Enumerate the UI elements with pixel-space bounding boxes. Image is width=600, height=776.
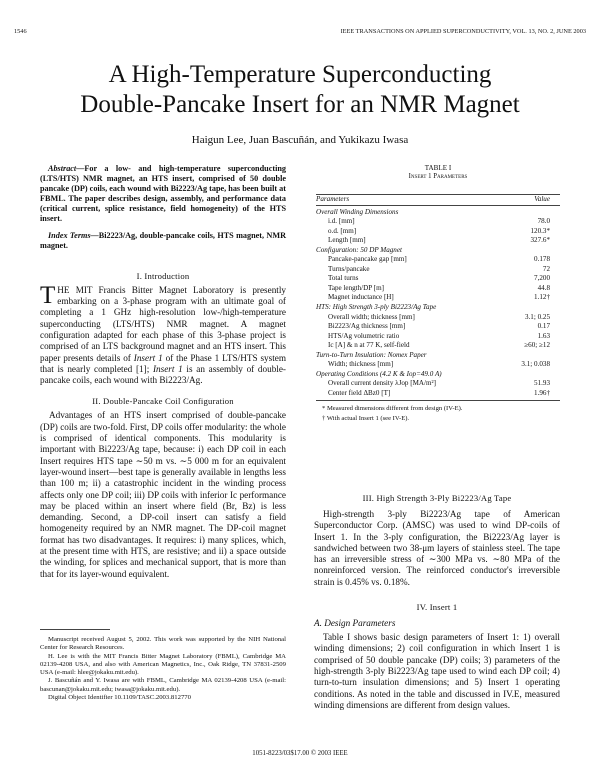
section-4-body: Table I shows basic design parameters of Insert 1: 1) overall winding dimensions; 2) coil configuration in which Insert 1 is comprised of 50 double pancake (DP) coils; 3) parameters of the high-strength 3-ply Bi2223/Ag tape used to wind each DP coil; 4) turn-to-turn insulation dimensions; and 5) Insert 1 operating conditions. As noted in the table and discussed in IV.E, measured winding dimensions are different from design values.	[314, 632, 560, 710]
footnote-authors-bascunan-iwasa: J. Bascuñán and Y. Iwasa are with FBML, Cambridge MA 02139-4208 USA (e-mail: bascunan@jokaku.mit.edu; iwasa@jokaku.mit.edu).	[40, 677, 286, 693]
abstract-label: Abstract—	[48, 164, 85, 173]
value-cell: 3.1; 0.038	[521, 360, 550, 369]
table-label: TABLE I	[424, 164, 452, 172]
table-caption: Insert 1 Parameters	[408, 173, 468, 180]
table-row	[316, 293, 560, 303]
value-cell: 51.93	[534, 379, 550, 388]
dropcap: T	[40, 281, 56, 309]
table-group-row	[316, 208, 560, 218]
parameter-cell: Center field ΔBz0 [T]	[328, 388, 391, 397]
table-row	[316, 322, 560, 332]
insert-ref-2: Insert 1	[152, 363, 183, 374]
table-row	[316, 284, 560, 294]
table-1	[316, 164, 560, 424]
value-cell: 7,200	[534, 274, 550, 283]
table-row	[316, 332, 560, 342]
header-parameters: Parameters	[316, 195, 350, 203]
value-cell: 0.17	[537, 322, 550, 331]
value-cell: 3.1; 0.25	[524, 312, 550, 321]
footnote-received: Manuscript received August 5, 2002. This work was supported by the NIH National Center for Research Resources.	[40, 636, 286, 652]
subsection-a-heading: A. Design Parameters	[314, 618, 396, 629]
abstract	[40, 164, 286, 225]
index-terms	[40, 231, 286, 251]
parameter-cell: i.d. [mm]	[328, 217, 355, 226]
section-1-body	[40, 281, 286, 387]
value-cell: ≥60; ≥12	[524, 341, 550, 350]
insert-ref: Insert 1	[133, 352, 163, 363]
section-1-lead: HE MIT Francis Bitter Magnet Laboratory is presently	[57, 284, 286, 295]
parameter-cell: Pancake-pancake gap [mm]	[328, 255, 407, 264]
table-row	[316, 379, 560, 389]
table-group-row	[316, 246, 560, 256]
page-number: 1546	[14, 28, 27, 35]
table-group-row	[316, 370, 560, 380]
parameter-cell: Magnet inductance [H]	[328, 293, 394, 302]
table-row	[316, 313, 560, 323]
table-note-1: * Measured dimensions different from design (IV-E).	[322, 405, 463, 413]
table-note-2: † With actual Insert 1 (see IV-E).	[322, 415, 410, 423]
parameter-cell: Operating Conditions (4.2 K & Iop=49.0 A)	[316, 369, 442, 378]
abstract-text: For a low- and high-temperature superconducting (LTS/HTS) NMR magnet, an HTS insert, comprised of 50 double pancake (DP) coils, each wound with Bi2223/Ag tape, has been built at FBML. The paper describes design, assembly, and performance data (critical current, splice resistance, field homogeneity) of the HTS insert.	[40, 164, 286, 224]
table-row	[316, 255, 560, 265]
value-cell: 1.63	[537, 331, 550, 340]
paper-title	[0, 60, 600, 120]
value-cell: 1.12†	[534, 293, 550, 302]
journal-header: IEEE TRANSACTIONS ON APPLIED SUPERCONDUCTIVITY, VOL. 13, NO. 2, JUNE 2003	[340, 28, 586, 35]
parameter-cell: Tape length/DP [m]	[328, 283, 384, 292]
footnote-author-lee: H. Lee is with the MIT Francis Bitter Magnet Laboratory (FBML), Cambridge MA 02139-4208 USA, and also with American Magnetics, Inc., Oak Ridge, TN 37831-2509 USA (e-mail: hlee@jokaku.mit.edu).	[40, 652, 286, 677]
value-cell: 72	[542, 264, 550, 273]
table-row	[316, 217, 560, 227]
authors: Haigun Lee, Juan Bascuñán, and Yukikazu Iwasa	[191, 134, 409, 146]
table-bottom-rule	[316, 400, 560, 401]
footnotes	[40, 636, 286, 702]
parameter-cell: Overall current density λJop [MA/m²]	[328, 379, 437, 388]
section-4-heading: IV. Insert 1	[416, 602, 458, 613]
value-cell: 0.178	[534, 255, 550, 264]
section-2-heading: II. Double-Pancake Coil Configuration	[92, 396, 234, 407]
section-1-text-2: of the Phase 1 LTS/HTS system that is nearly completed [1];	[40, 352, 286, 374]
table-group-row	[316, 351, 560, 361]
section-1-text-3: is an assembly of double-pancake coils, each wound with Bi2223/Ag.	[40, 363, 286, 386]
value-cell: 44.8	[537, 283, 550, 292]
table-row	[316, 389, 560, 399]
table-notes	[316, 404, 560, 424]
parameter-cell: Bi2223/Ag thickness [mm]	[328, 322, 406, 331]
value-cell	[503, 351, 560, 361]
value-cell	[503, 370, 560, 380]
header-value: Value	[534, 195, 550, 203]
copyright-footer: 1051-8223/03$17.00 © 2003 IEEE	[252, 750, 348, 757]
left-column	[40, 164, 286, 580]
value-cell	[503, 303, 560, 313]
parameter-cell: Turn-to-Turn Insulation: Nomex Paper	[316, 350, 427, 359]
table-row	[316, 236, 560, 246]
section-3-body: High-strength 3-ply Bi2223/Ag tape of American Superconductor Corp. (AMSC) was used to wind DP-coils of Insert 1. In the 3-ply configuration, the Bi2223/Ag layer is sandwiched between two 38-μm layers of stainless steel. The tape has an irreversible stress of ∼300 MPa vs. ∼80 MPa of the nonreinforced version. The reinforced conductor's irreversible strain is 0.45% vs. 0.18%.	[314, 509, 560, 587]
parameter-cell: Ic [A] & n at 77 K, self-field	[328, 341, 410, 350]
parameter-cell: Turns/pancake	[328, 264, 370, 273]
title-line-1: A High-Temperature Superconducting	[108, 61, 492, 88]
parameter-cell: Width; thickness [mm]	[328, 360, 394, 369]
parameter-cell: Length [mm]	[328, 236, 366, 245]
title-line-2: Double-Pancake Insert for an NMR Magnet	[80, 91, 520, 118]
parameters-table	[316, 195, 560, 398]
table-group-row	[316, 303, 560, 313]
parameter-cell: Total turns	[328, 274, 359, 283]
value-cell: 78.0	[537, 217, 550, 226]
parameter-cell: o.d. [mm]	[328, 226, 357, 235]
parameter-cell: HTS: High Strength 3-ply Bi2223/Ag Tape	[316, 303, 437, 312]
value-cell	[503, 208, 560, 218]
parameter-cell: Configuration: 50 DP Magnet	[316, 245, 402, 254]
value-cell: 1.96†	[534, 388, 550, 397]
right-column-text	[314, 493, 560, 711]
table-row	[316, 265, 560, 275]
parameter-cell: Overall width; thickness [mm]	[328, 312, 415, 321]
footnote-doi: Digital Object Identifier 10.1109/TASC.2003.812770	[48, 694, 191, 702]
index-terms-text: Bi2223/Ag, double-pancake coils, HTS magnet, NMR magnet.	[40, 230, 286, 250]
table-row	[316, 341, 560, 351]
value-cell: 327.6*	[530, 236, 550, 245]
table-header-row	[316, 195, 560, 205]
parameter-cell: Overall Winding Dimensions	[316, 207, 399, 216]
footnote-rule	[40, 629, 110, 630]
table-row	[316, 360, 560, 370]
table-row	[316, 227, 560, 237]
table-row	[316, 274, 560, 284]
parameter-cell: HTS/Ag volumetric ratio	[328, 331, 400, 340]
section-1-text: embarking on a 3-phase program with an ultimate goal of completing a 1 GHz high-resolution low-/high-temperature superconducting (LTS/HTS) NMR magnet. A magnet configuration adapted for each phase of this 3-phase project is comprised of an LTS background magnet and an HTS insert. This paper presents details of	[40, 296, 286, 363]
value-cell	[503, 246, 560, 256]
index-terms-label: Index Terms—	[48, 230, 99, 240]
section-1-heading: I. Introduction	[136, 270, 190, 281]
section-2-body: Advantages of an HTS insert comprised of double-pancake (DP) coils are two-fold. First, DP coils offer modularity: the whole is comprised of identical components. This modularity is important with Bi2223/Ag tape, because: i) each DP coil in each Insert requires HTS tape ∼50 m vs. ∼5 000 m for an equivalent layer-wound insert—best tape is generally available in lengths less than 100 m; ii) a catastrophic incident in the winding process affects only one DP coil; iii) DP coils with inferior Ic performance may be placed within an insert where field (Br, Bz) is less demanding. Second, a DP-coil insert can satisfy a field homogeneity required by an NMR magnet. The DP-coil magnet format has two disadvantages. It requires: i) many splices, which, at the present time with HTS, are resistive; and ii) a space outside the winding, for splices and mechanical support, that is more than that for its layer-wound equivalent.	[40, 410, 286, 579]
value-cell: 120.3*	[530, 226, 550, 235]
section-3-heading: III. High Strength 3-Ply Bi2223/Ag Tape	[362, 493, 512, 503]
